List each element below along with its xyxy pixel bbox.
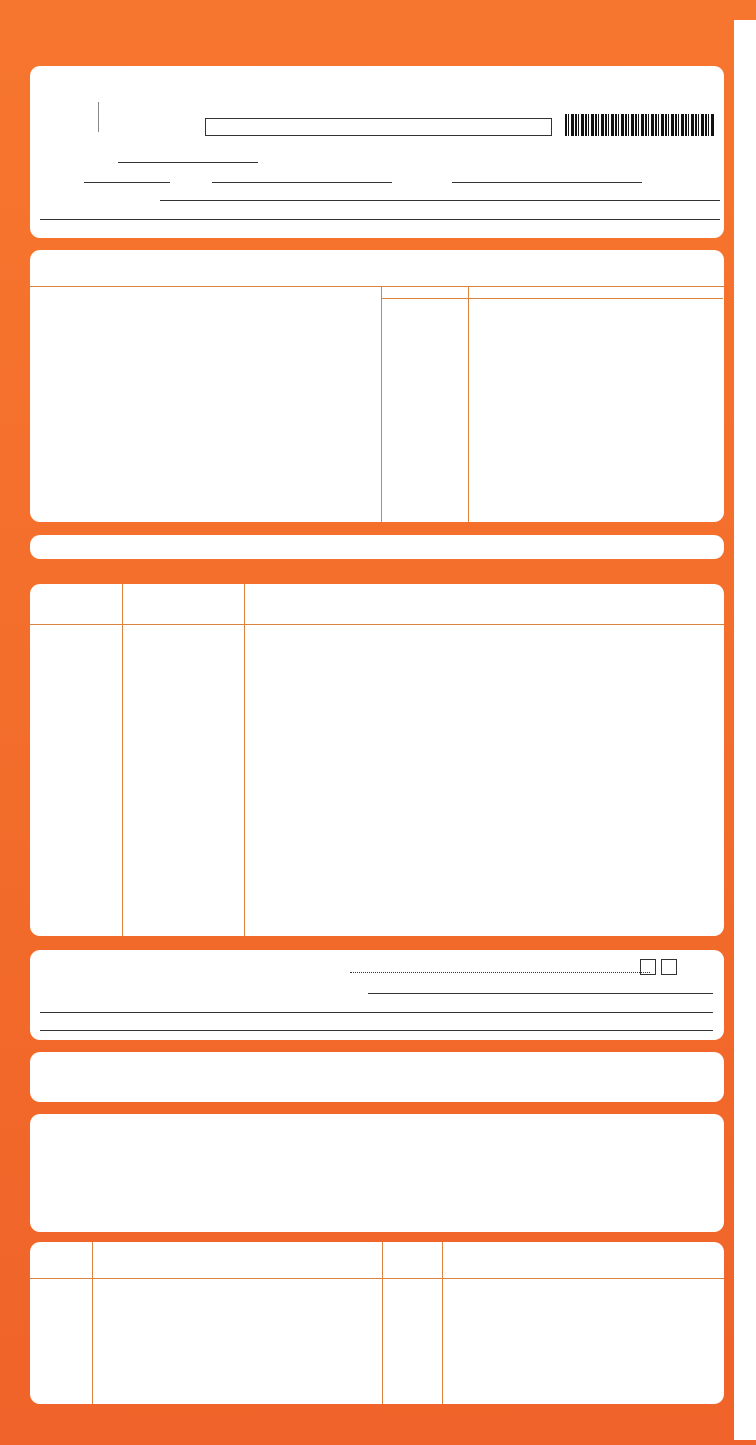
fundamento-panel — [30, 1052, 724, 1102]
si-checkbox[interactable] — [640, 959, 656, 975]
cee-logo — [98, 102, 195, 132]
incidentes-panel — [30, 950, 724, 1040]
resultados-panel — [30, 584, 724, 936]
no-checkbox[interactable] — [661, 959, 677, 975]
header-panel — [30, 66, 724, 238]
representantes-panel — [30, 1242, 724, 1404]
urna-panel — [30, 535, 724, 559]
tick-strip — [734, 20, 756, 1440]
mesa-panel — [30, 1114, 724, 1232]
barcode — [565, 114, 715, 136]
escrutinio-panel — [30, 250, 724, 522]
acta-subtitle — [205, 118, 552, 136]
incidentes-options — [638, 959, 677, 975]
